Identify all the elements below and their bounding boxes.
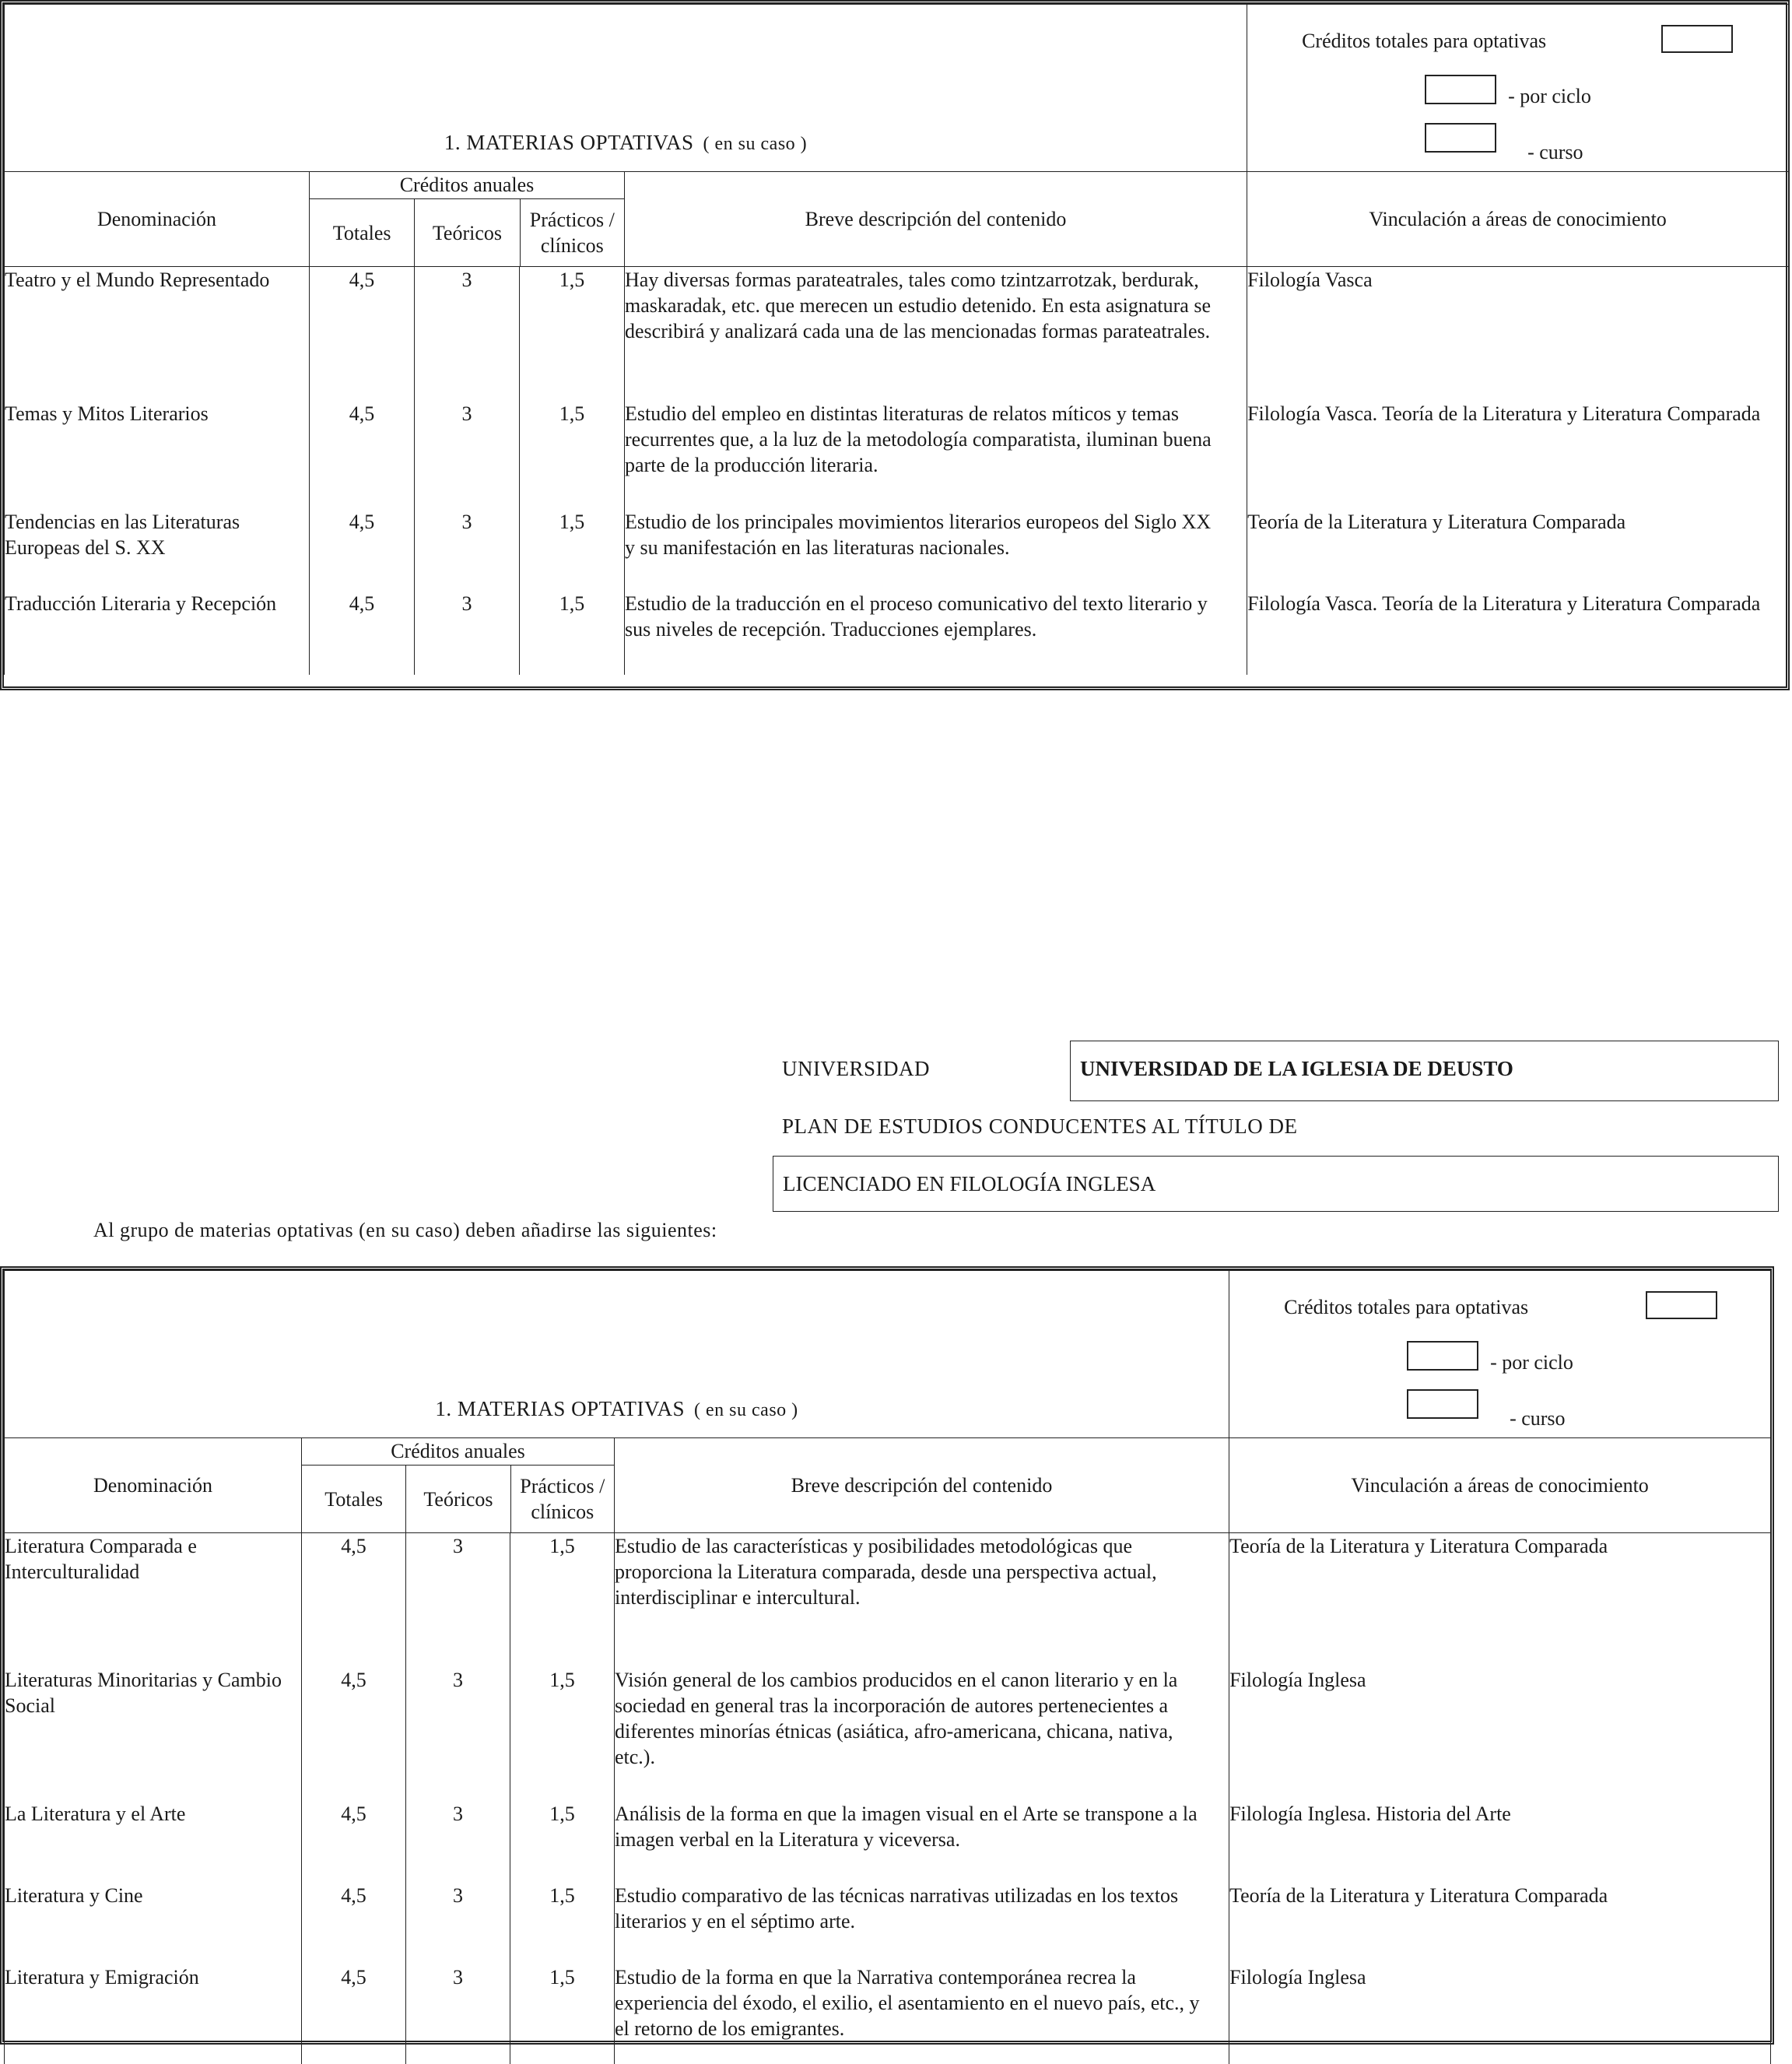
row-descripcion: Estudio del empleo en distintas literaturas de relatos míticos y temas recurrentes que, a la luz de la metodología comparatista, iluminan buena parte de la producción literaria.: [625, 401, 1247, 509]
universidad-label: UNIVERSIDAD: [782, 1057, 930, 1080]
row-teoricos: 3: [406, 1533, 510, 1668]
header-descripcion-text: Breve descripción del contenido: [805, 208, 1067, 230]
universidad-value-box: [1070, 1041, 1779, 1101]
header-descripcion: [625, 172, 1247, 267]
row-vinculacion: Filología Inglesa. Historia del Arte: [1229, 1801, 1771, 1883]
header-totales: Totales: [324, 1487, 383, 1511]
row-practicos: 1,5: [510, 1801, 615, 1883]
row-denominacion: Traducción Literaria y Recepción: [5, 591, 310, 675]
row-vinculacion: Filología Vasca: [1247, 267, 1789, 402]
per-course-label: - curso: [1510, 1407, 1566, 1430]
section-title-suffix: ( en su caso ): [703, 134, 808, 154]
row-teoricos: 3: [406, 1883, 510, 1964]
header-denominacion: [5, 1438, 302, 1533]
optativas-grid: [4, 4, 1789, 675]
row-denominacion: Literatura y Cine: [5, 1883, 302, 1964]
optativas-table-bottom: [0, 1266, 1774, 2045]
row-teoricos: 3: [415, 591, 520, 675]
section-title: [5, 130, 1247, 157]
row-totales: 4,5: [302, 1883, 406, 1964]
header-creditos-anuales: [302, 1438, 615, 1533]
row-practicos: 1,5: [510, 1883, 615, 1964]
row-denominacion: Teatro y el Mundo Representado: [5, 267, 310, 402]
row-totales: 4,5: [310, 267, 415, 402]
row-totales: 4,5: [310, 401, 415, 509]
table-row: [5, 401, 1789, 509]
row-teoricos: 3: [406, 1964, 510, 2064]
section-title-text: 1. MATERIAS OPTATIVAS: [435, 1397, 686, 1420]
credits-total-label: Créditos totales para optativas: [1284, 1296, 1529, 1318]
header-practicos: Prácticos / clínicos: [520, 199, 624, 266]
row-denominacion: Temas y Mitos Literarios: [5, 401, 310, 509]
row-descripcion: Estudio de la forma en que la Narrativa contemporánea recrea la experiencia del éxodo, el exilio, el asentamiento en el nuevo país, etc., y el retorno de los emigrantes.: [615, 1964, 1229, 2064]
row-totales: 4,5: [302, 1801, 406, 1883]
row-practicos: 1,5: [520, 267, 625, 402]
titulo-value: LICENCIADO EN FILOLOGÍA INGLESA: [783, 1172, 1156, 1195]
row-totales: 4,5: [302, 1533, 406, 1668]
header-vinculacion-text: Vinculación a áreas de conocimiento: [1369, 208, 1667, 230]
table-row: [5, 1533, 1771, 1668]
row-descripcion: Estudio de las características y posibilidades metodológicas que proporciona la Literatura comparada, desde una perspectiva actual, interdisciplinar e intercultural.: [615, 1533, 1229, 1668]
row-practicos: 1,5: [520, 591, 625, 675]
row-descripcion: Hay diversas formas parateatrales, tales como tzintzarrotzak, berdurak, maskaradak, etc. que merecen un estudio detenido. En esta asignatura se describirá y analizará cada una de las mencionadas formas parateatrales.: [625, 267, 1247, 402]
header-descripcion-text: Breve descripción del contenido: [791, 1474, 1053, 1497]
header-practicos: Prácticos / clínicos: [510, 1466, 614, 1532]
row-vinculacion: Filología Vasca. Teoría de la Literatura y Literatura Comparada: [1247, 401, 1789, 509]
row-vinculacion: Filología Vasca. Teoría de la Literatura y Literatura Comparada: [1247, 591, 1789, 675]
row-descripcion: Estudio de los principales movimientos literarios europeos del Siglo XX y su manifestación en las literaturas nacionales.: [625, 509, 1247, 591]
header-denominacion-text: Denominación: [93, 1474, 213, 1497]
per-cycle-label: - por ciclo: [1508, 85, 1591, 107]
row-descripcion: Estudio de la traducción en el proceso comunicativo del texto literario y sus niveles de recepción. Traducciones ejemplares.: [625, 591, 1247, 675]
row-descripcion: Análisis de la forma en que la imagen visual en el Arte se transpone a la imagen verbal en la Literatura y viceversa.: [615, 1801, 1229, 1883]
plan-label: PLAN DE ESTUDIOS CONDUCENTES AL TÍTULO DE: [782, 1114, 1298, 1138]
row-vinculacion: Teoría de la Literatura y Literatura Comparada: [1229, 1883, 1771, 1964]
header-teoricos: Teóricos: [405, 1466, 510, 1532]
note-text: Al grupo de materias optativas (en su caso) deben añadirse las siguientes:: [93, 1219, 717, 1241]
universidad-value: UNIVERSIDAD DE LA IGLESIA DE DEUSTO: [1080, 1057, 1513, 1080]
row-practicos: 1,5: [510, 1533, 615, 1668]
row-totales: 4,5: [302, 1964, 406, 2064]
table-row: [5, 1801, 1771, 1883]
credits-cell: [1229, 1271, 1771, 1438]
row-practicos: 1,5: [510, 1964, 615, 2064]
row-totales: 4,5: [310, 591, 415, 675]
row-descripcion: Visión general de los cambios producidos en el canon literario y en la sociedad en general tras la incorporación de autores pertenecientes a diferentes minorías étnicas (asiática, afro-americana, chicana, nativa, etc.).: [615, 1667, 1229, 1801]
credits-per-cycle-field[interactable]: [1407, 1341, 1478, 1371]
section-title: [5, 1396, 1229, 1423]
titulo-box: [773, 1156, 1779, 1212]
section-title-text: 1. MATERIAS OPTATIVAS: [444, 131, 694, 154]
row-practicos: 1,5: [520, 401, 625, 509]
table-row: [5, 1667, 1771, 1801]
header-descripcion: [615, 1438, 1229, 1533]
row-teoricos: 3: [415, 267, 520, 402]
row-totales: 4,5: [302, 1667, 406, 1801]
row-practicos: 1,5: [520, 509, 625, 591]
header-vinculacion: [1229, 1438, 1771, 1533]
header-denominacion-text: Denominación: [96, 208, 217, 230]
row-denominacion: Literaturas Minoritarias y Cambio Social: [5, 1667, 302, 1801]
optativas-table-top: [0, 0, 1790, 690]
header-vinculacion: [1247, 172, 1789, 267]
row-teoricos: 3: [415, 509, 520, 591]
row-vinculacion: Filología Inglesa: [1229, 1667, 1771, 1801]
table-row: [5, 1964, 1771, 2064]
per-course-label: - curso: [1527, 141, 1583, 163]
title-cell: [5, 5, 1247, 172]
table-row: [5, 1883, 1771, 1964]
row-vinculacion: Teoría de la Literatura y Literatura Comparada: [1229, 1533, 1771, 1668]
section-title-suffix: ( en su caso ): [694, 1400, 798, 1420]
credits-per-course-field[interactable]: [1425, 123, 1496, 153]
table-row: [5, 267, 1789, 402]
credits-per-course-field[interactable]: [1407, 1389, 1478, 1419]
row-denominacion: Literatura Comparada e Interculturalidad: [5, 1533, 302, 1668]
credits-cell: [1247, 5, 1789, 172]
header-creditos-anuales: [310, 172, 625, 267]
header-totales: Totales: [332, 221, 391, 244]
credits-per-cycle-field[interactable]: [1425, 75, 1496, 104]
credits-total-field[interactable]: [1646, 1291, 1717, 1319]
header-denominacion: [5, 172, 310, 267]
row-totales: 4,5: [310, 509, 415, 591]
table-row: [5, 591, 1789, 675]
row-denominacion: Literatura y Emigración: [5, 1964, 302, 2064]
per-cycle-label: - por ciclo: [1490, 1351, 1573, 1374]
row-teoricos: 3: [415, 401, 520, 509]
credits-total-field[interactable]: [1661, 25, 1733, 53]
row-vinculacion: Filología Inglesa: [1229, 1964, 1771, 2064]
credits-total-label: Créditos totales para optativas: [1302, 30, 1547, 52]
row-practicos: 1,5: [510, 1667, 615, 1801]
row-denominacion: Tendencias en las Literaturas Europeas del S. XX: [5, 509, 310, 591]
title-cell: [5, 1271, 1229, 1438]
table-row: [5, 509, 1789, 591]
optativas-grid: [4, 1270, 1771, 2064]
row-denominacion: La Literatura y el Arte: [5, 1801, 302, 1883]
header-creditos-anuales-text: Créditos anuales: [302, 1438, 614, 1466]
row-descripcion: Estudio comparativo de las técnicas narrativas utilizadas en los textos literarios y en el séptimo arte.: [615, 1883, 1229, 1964]
header-teoricos: Teóricos: [414, 199, 519, 266]
header-creditos-anuales-text: Créditos anuales: [310, 172, 624, 199]
row-teoricos: 3: [406, 1801, 510, 1883]
row-vinculacion: Teoría de la Literatura y Literatura Comparada: [1247, 509, 1789, 591]
header-vinculacion-text: Vinculación a áreas de conocimiento: [1351, 1474, 1649, 1497]
row-teoricos: 3: [406, 1667, 510, 1801]
